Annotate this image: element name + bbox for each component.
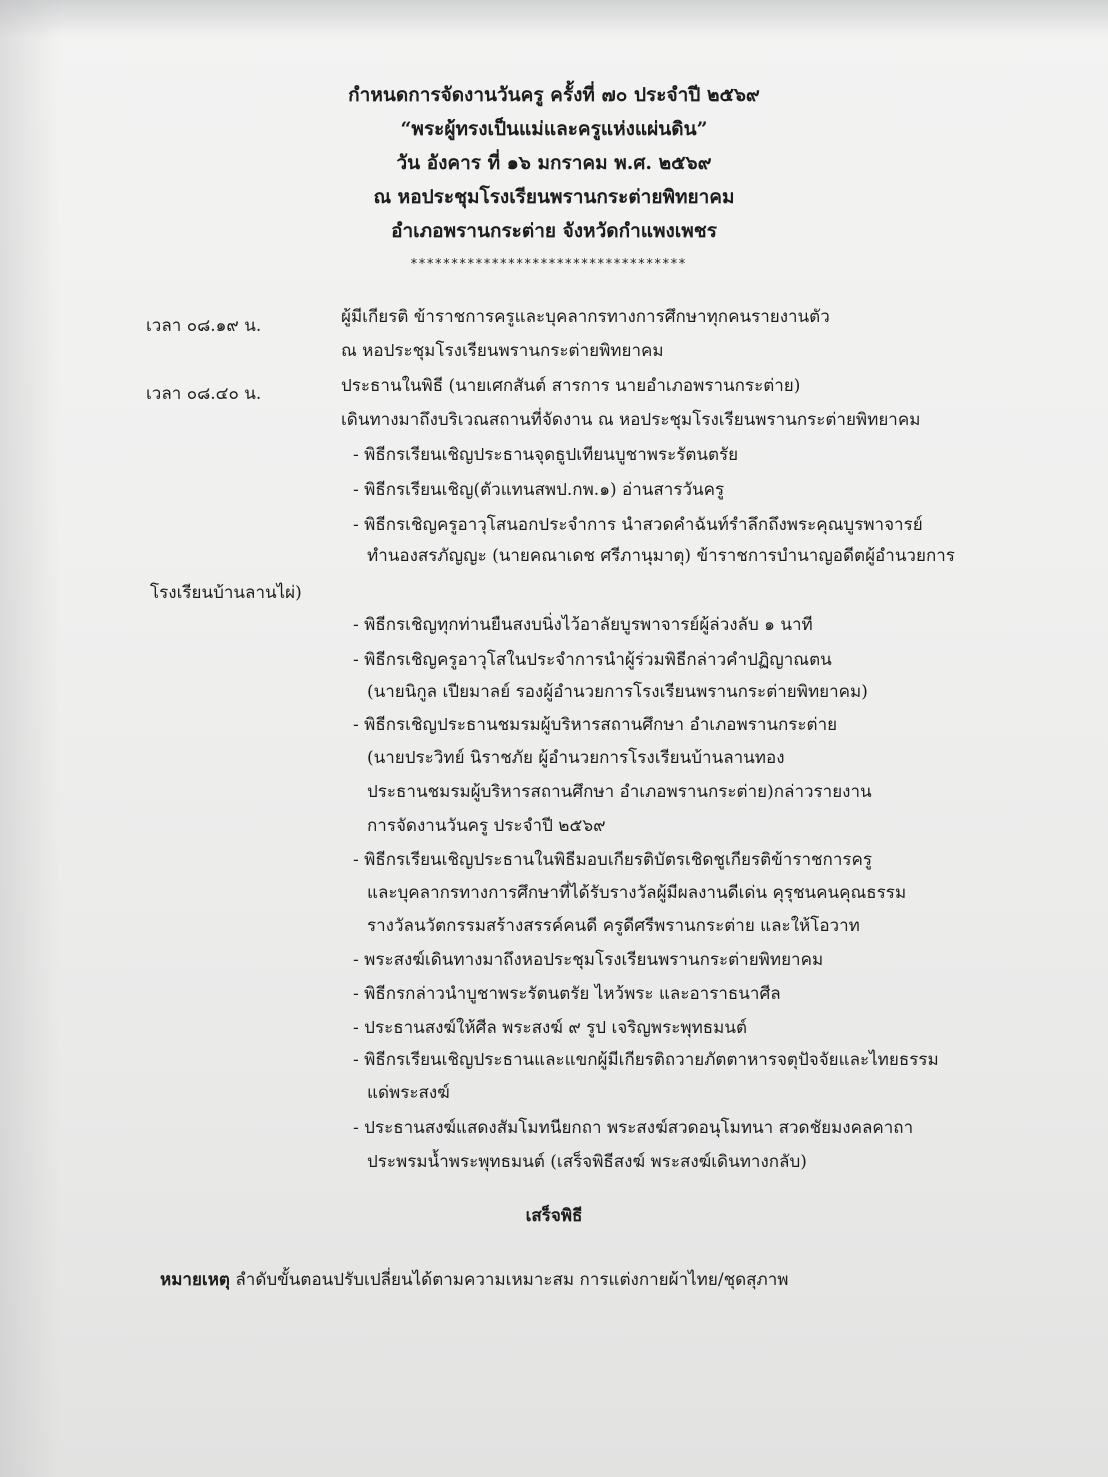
schedule-item: - พระสงฆ์เดินทางมาถึงหอประชุมโรงเรียนพรานกระต่ายพิทยาคม xyxy=(353,950,824,970)
schedule-item: - พิธีกรเรียนเชิญประธานจุดธูปเทียนบูชาพระรัตนตรัย xyxy=(353,445,739,465)
schedule-wrap-line: โรงเรียนบ้านลานไผ่) xyxy=(150,583,302,603)
schedule-item: - ประธานสงฆ์แสดงสัมโมทนียกถา พระสงฆ์สวดอนุโมทนา สวดชัยมงคลคาถา xyxy=(353,1118,914,1138)
document-title: กำหนดการจัดงานวันครู ครั้งที่ ๗๐ ประจำปี ๒๕๖๙ xyxy=(348,84,760,106)
schedule-item: - พิธีกรเรียนเชิญประธานและแขกผู้มีเกียรติถวายภัตตาหารจตุปัจจัยและไทยธรรม xyxy=(353,1050,939,1070)
schedule-line: ณ หอประชุมโรงเรียนพรานกระต่ายพิทยาคม xyxy=(341,341,664,361)
schedule-item-continuation: การจัดงานวันครู ประจำปี ๒๕๖๙ xyxy=(367,816,606,836)
schedule-item: - พิธีกรเรียนเชิญ(ตัวแทนสพป.กพ.๑) อ่านสารวันครู xyxy=(353,480,725,500)
document-location: อำเภอพรานกระต่าย จังหวัดกำแพงเพชร xyxy=(391,220,717,242)
separator-line: ********************************** xyxy=(410,257,687,272)
paper-fold-shadow xyxy=(0,0,1108,38)
schedule-item-continuation: ทำนองสรภัญญะ (นายคณาเดช ศรีภานุมาตุ) ข้าราชการบำนาญอดีตผู้อำนวยการ xyxy=(367,546,955,566)
schedule-item: - พิธีกรเชิญครูอาวุโสนอกประจำการ นำสวดคำฉันท์รำลึกถึงพระคุณบูรพาจารย์ xyxy=(353,515,923,535)
footnote-text: ลำดับขั้นตอนปรับเปลี่ยนได้ตามความเหมาะสม การแต่งกายผ้าไทย/ชุดสุภาพ xyxy=(229,1270,789,1290)
schedule-line: ประธานในพิธี (นายเศกสันต์ สารการ นายอำเภอพรานกระต่าย) xyxy=(341,376,801,396)
footnote xyxy=(160,1266,788,1293)
document-theme: “พระผู้ทรงเป็นแม่และครูแห่งแผ่นดิน” xyxy=(400,118,708,140)
document-date: วัน อังคาร ที่ ๑๖ มกราคม พ.ศ. ๒๕๖๙ xyxy=(396,152,712,174)
document-header xyxy=(0,78,1108,248)
schedule-item-continuation: รางวัลนวัตกรรมสร้างสรรค์คนดี ครูดีศรีพรานกระต่าย และให้โอวาท xyxy=(367,916,860,936)
document-venue: ณ หอประชุมโรงเรียนพรานกระต่ายพิทยาคม xyxy=(373,186,735,208)
schedule-item-continuation: ประธานชมรมผู้บริหารสถานศึกษา อำเภอพรานกระต่าย)กล่าวรายงาน xyxy=(367,782,872,802)
schedule-item: - พิธีกรเชิญประธานชมรมผู้บริหารสถานศึกษา อำเภอพรานกระต่าย xyxy=(353,715,838,735)
schedule-item-continuation: แด่พระสงฆ์ xyxy=(367,1083,450,1103)
schedule-item: - ประธานสงฆ์ให้ศีล พระสงฆ์ ๙ รูป เจริญพระพุทธมนต์ xyxy=(353,1018,748,1038)
schedule-item-continuation: ประพรมน้ำพระพุทธมนต์ (เสร็จพิธีสงฆ์ พระสงฆ์เดินทางกลับ) xyxy=(367,1152,807,1172)
schedule-time-1: เวลา ๐๘.๑๙ น. xyxy=(146,316,262,336)
closing-heading: เสร็จพิธี xyxy=(525,1206,583,1226)
schedule-item-continuation: (นายประวิทย์ นิราชภัย ผู้อำนวยการโรงเรียนบ้านลานทอง xyxy=(367,748,785,768)
schedule-item: - พิธีกรกล่าวนำบูชาพระรัตนตรัย ไหว้พระ และอาราธนาศีล xyxy=(353,984,781,1004)
schedule-item: - พิธีกรเชิญทุกท่านยืนสงบนิ่งไว้อาลัยบูรพาจารย์ผู้ล่วงลับ ๑ นาที xyxy=(353,615,813,635)
schedule-line: เดินทางมาถึงบริเวณสถานที่จัดงาน ณ หอประชุมโรงเรียนพรานกระต่ายพิทยาคม xyxy=(341,410,921,430)
schedule-line: ผู้มีเกียรติ ข้าราชการครูและบุคลากรทางการศึกษาทุกคนรายงานตัว xyxy=(341,307,830,327)
schedule-time-2: เวลา ๐๘.๔๐ น. xyxy=(146,384,262,404)
schedule-item-continuation: (นายนิกูล เปียมาลย์ รองผู้อำนวยการโรงเรียนพรานกระต่ายพิทยาคม) xyxy=(367,682,868,702)
schedule-item: - พิธีกรเรียนเชิญประธานในพิธีมอบเกียรติบัตรเชิดชูเกียรติข้าราชการครู xyxy=(353,850,873,870)
schedule-item-continuation: และบุคลากรทางการศึกษาที่ได้รับรางวัลผู้มีผลงานดีเด่น คุรุชนคนคุณธรรม xyxy=(367,883,907,903)
schedule-item: - พิธีกรเชิญครูอาวุโสในประจำการนำผู้ร่วมพิธีกล่าวคำปฏิญาณตน xyxy=(353,650,832,670)
footnote-label: หมายเหตุ xyxy=(160,1270,230,1290)
